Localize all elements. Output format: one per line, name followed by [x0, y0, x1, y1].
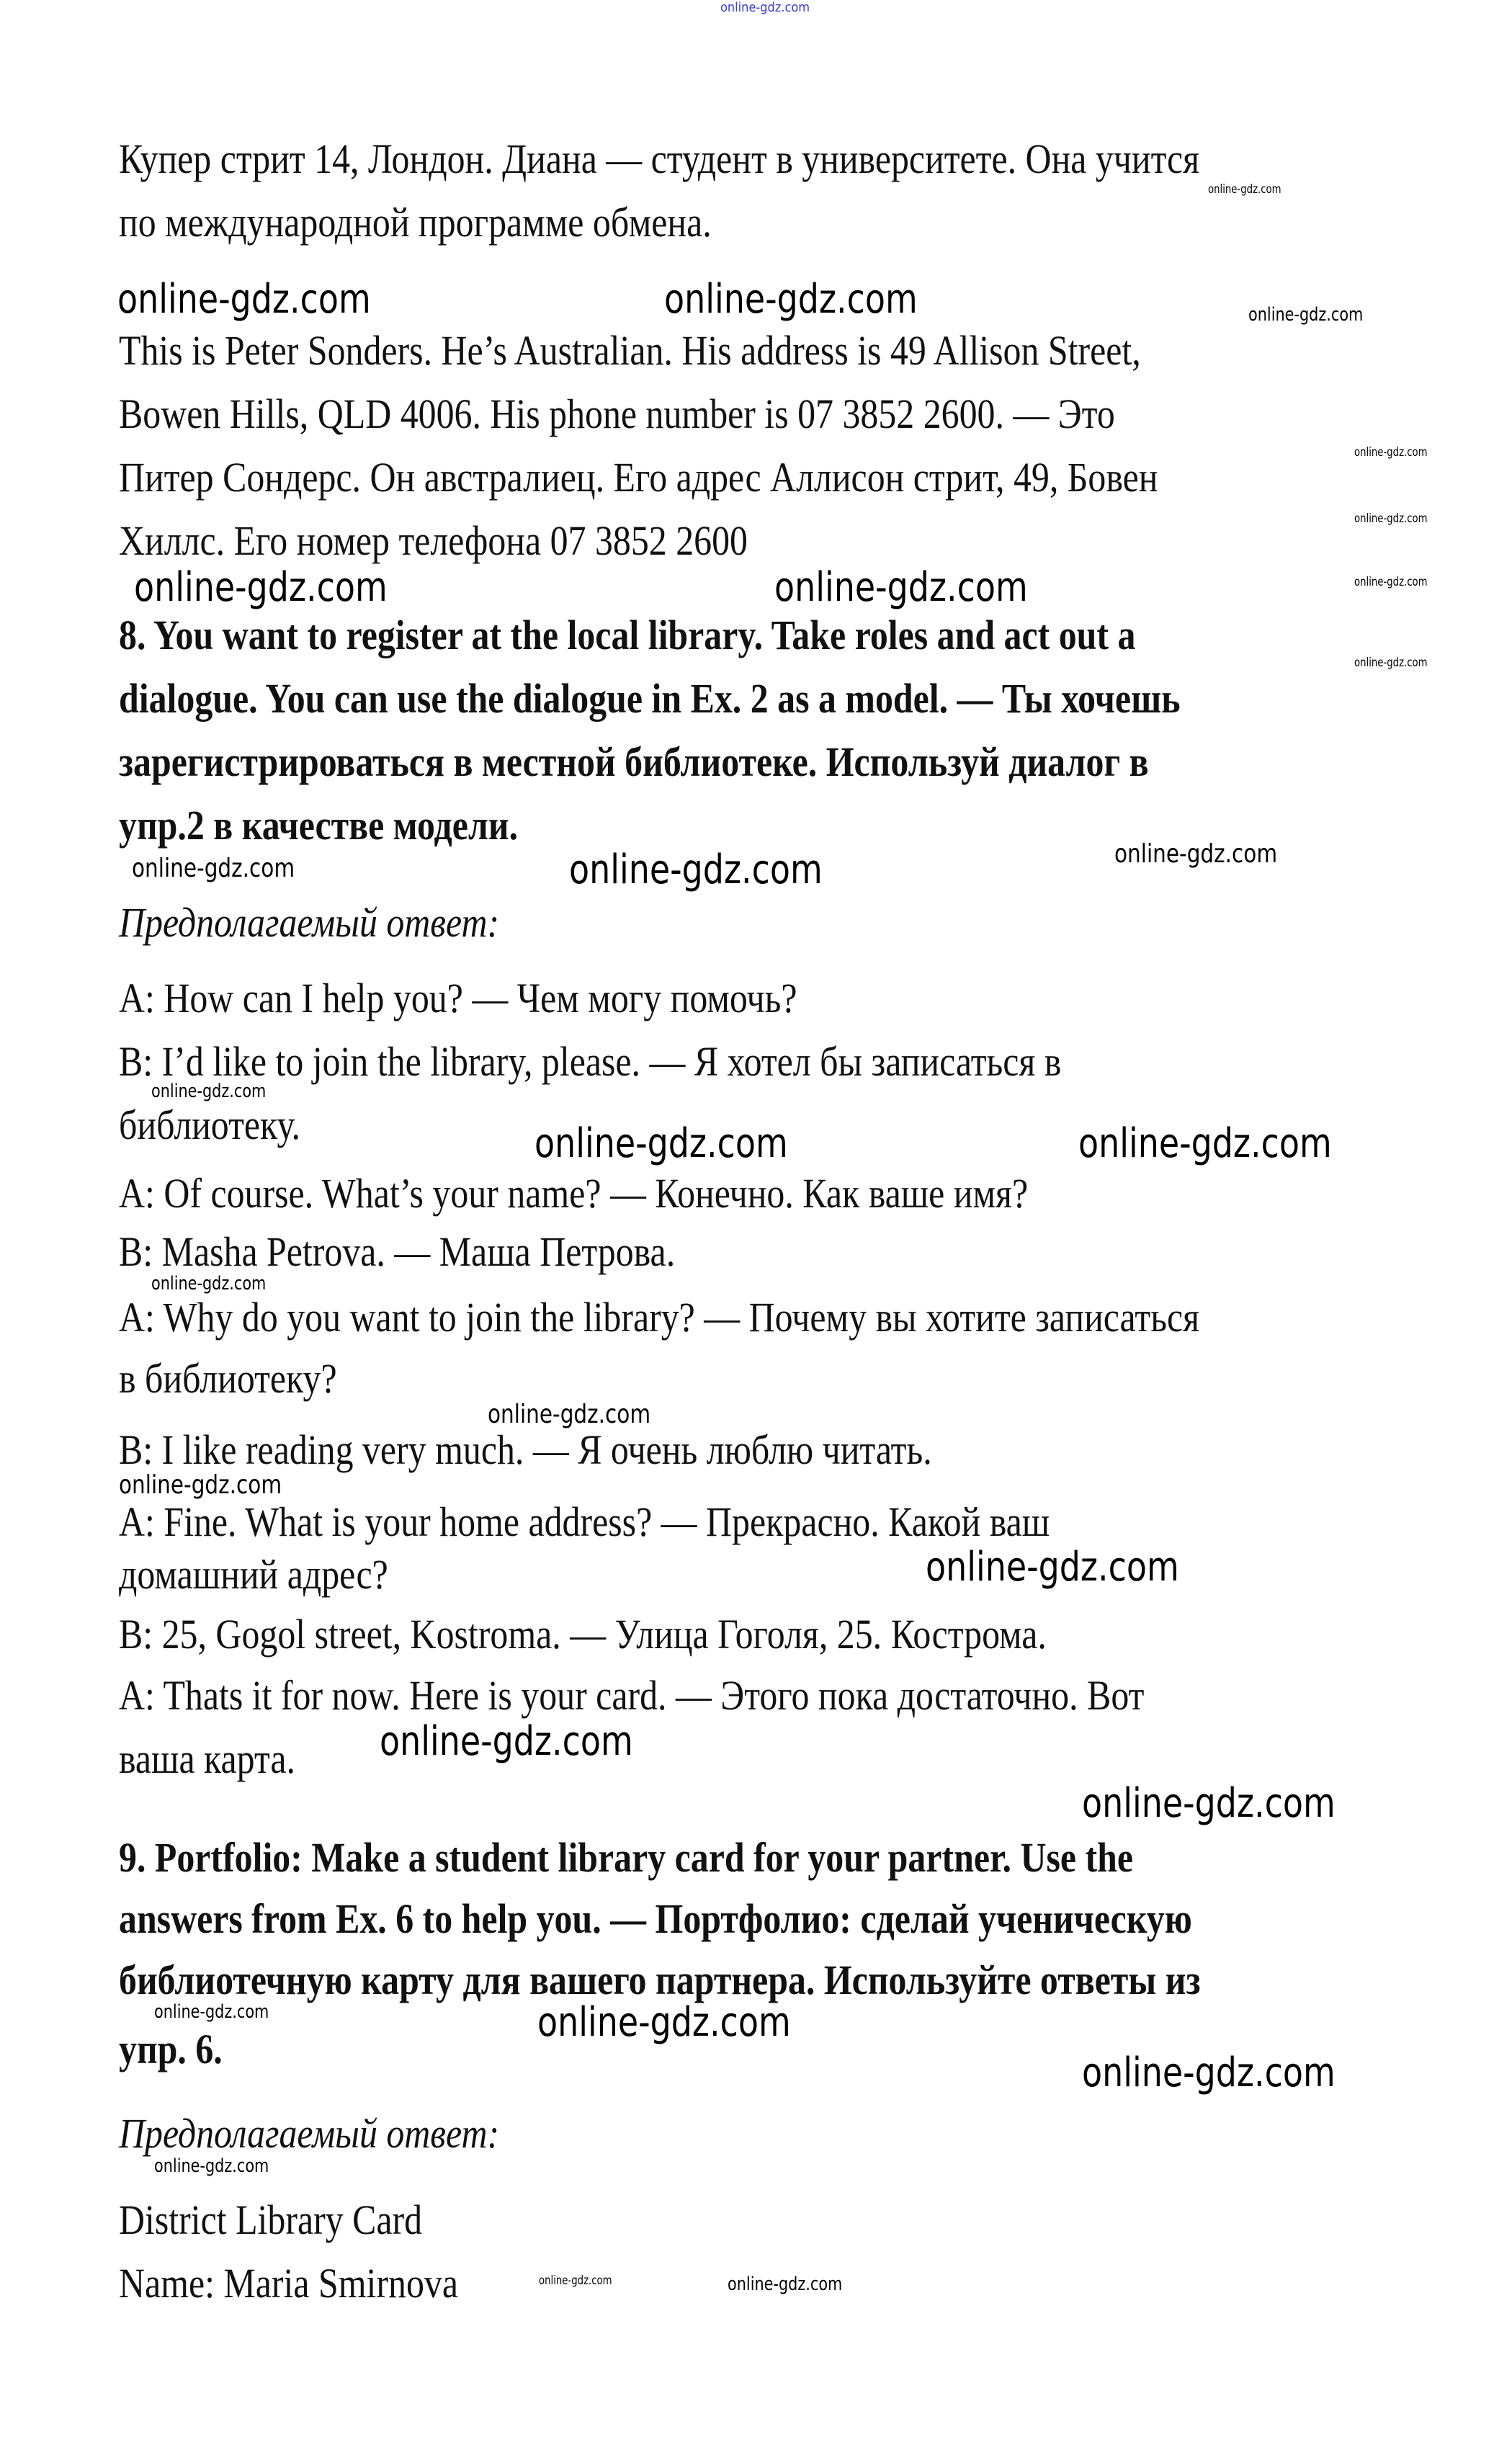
watermark: online-gdz.com [569, 846, 823, 893]
intro-line: Купер стрит 14, Лондон. Диана — студент в университете. Она учится [119, 135, 1200, 182]
dialogue-line: A: Fine. What is your home address? — Прекрасно. Какой ваш [119, 1498, 1050, 1545]
watermark: online-gdz.com [134, 564, 388, 611]
watermark: online-gdz.com [1082, 2049, 1336, 2096]
watermark: online-gdz.com [1082, 1780, 1336, 1827]
task8-heading-line: упр.2 в качестве модели. [119, 802, 519, 849]
watermark: online-gdz.com [539, 2273, 612, 2288]
dialogue-line: B: I like reading very much. — Я очень люблю читать. [119, 1426, 932, 1473]
dialogue-line: в библиотеку? [119, 1355, 337, 1402]
peter-line: Bowen Hills, QLD 4006. His phone number is 07 3852 2600. — Это [119, 390, 1115, 437]
watermark: online-gdz.com [119, 1470, 282, 1500]
dialogue-line: домашний адрес? [119, 1551, 388, 1598]
dialogue-line: ваша карта. [119, 1735, 295, 1782]
dialogue-line: B: I’d like to join the library, please. — Я хотел бы записаться в [119, 1038, 1062, 1085]
watermark: online-gdz.com [1208, 182, 1281, 197]
dialogue-line: B: 25, Gogol street, Kostroma. — Улица Гоголя, 25. Кострома. [119, 1611, 1047, 1658]
watermark: online-gdz.com [1354, 445, 1428, 460]
watermark: online-gdz.com [537, 1999, 791, 2046]
task8-heading-line: dialogue. You can use the dialogue in Ex. 2 as a model. — Ты хочешь [119, 675, 1181, 722]
watermark: online-gdz.com [1248, 304, 1364, 326]
dialogue-line: B: Masha Petrova. — Маша Петрова. [119, 1228, 676, 1275]
intro-line: по международной программе обмена. [119, 199, 712, 246]
task8-answer-label: Предполагаемый ответ: [119, 899, 500, 946]
watermark: online-gdz.com [1078, 1120, 1332, 1167]
watermark-top: online-gdz.com [720, 0, 810, 15]
task9-answer-label: Предполагаемый ответ: [119, 2110, 500, 2157]
watermark: online-gdz.com [774, 564, 1028, 611]
watermark: online-gdz.com [728, 2273, 843, 2295]
peter-line: This is Peter Sonders. He’s Australian. His address is 49 Allison Street, [119, 327, 1141, 374]
dialogue-line: A: Why do you want to join the library? — Почему вы хотите записаться [119, 1294, 1200, 1341]
task9-heading-line: 9. Portfolio: Make a student library card for your partner. Use the [119, 1834, 1134, 1881]
watermark: online-gdz.com [132, 854, 295, 883]
task8-heading-line: зарегистрироваться в местной библиотеке. Используй диалог в [119, 738, 1149, 785]
watermark: online-gdz.com [1354, 656, 1428, 670]
dialogue-line: A: Thats it for now. Here is your card. — Этого пока достаточно. Вот [119, 1672, 1145, 1719]
watermark: online-gdz.com [151, 1081, 267, 1102]
watermark: online-gdz.com [151, 1273, 267, 1294]
watermark: online-gdz.com [154, 2001, 269, 2023]
watermark: online-gdz.com [1114, 839, 1278, 869]
watermark: online-gdz.com [488, 1400, 651, 1429]
watermark: online-gdz.com [534, 1120, 788, 1167]
peter-line: Хиллс. Его номер телефона 07 3852 2600 [119, 517, 748, 564]
watermark: online-gdz.com [117, 276, 371, 323]
watermark: online-gdz.com [1354, 511, 1428, 526]
watermark: online-gdz.com [380, 1718, 633, 1765]
task9-heading-line: библиотечную карту для вашего партнера. Используйте ответы из [119, 1957, 1201, 2003]
task9-heading-line: упр. 6. [119, 2026, 223, 2072]
task8-heading-line: 8. You want to register at the local library. Take roles and act out a [119, 612, 1136, 658]
peter-line: Питер Сондерс. Он австралиец. Его адрес Аллисон стрит, 49, Бовен [119, 454, 1158, 501]
watermark: online-gdz.com [664, 276, 918, 323]
watermark: online-gdz.com [926, 1544, 1179, 1591]
card-title: District Library Card [119, 2196, 423, 2243]
dialogue-line: библиотеку. [119, 1101, 300, 1148]
card-name: Name: Maria Smirnova [119, 2260, 458, 2307]
dialogue-line: A: How can I help you? — Чем могу помочь? [119, 975, 797, 1021]
watermark: online-gdz.com [1354, 575, 1428, 589]
task9-heading-line: answers from Ex. 6 to help you. — Портфолио: сделай ученическую [119, 1895, 1192, 1942]
watermark: online-gdz.com [154, 2155, 269, 2177]
dialogue-line: A: Of course. What’s your name? — Конечно. Как ваше имя? [119, 1170, 1029, 1217]
